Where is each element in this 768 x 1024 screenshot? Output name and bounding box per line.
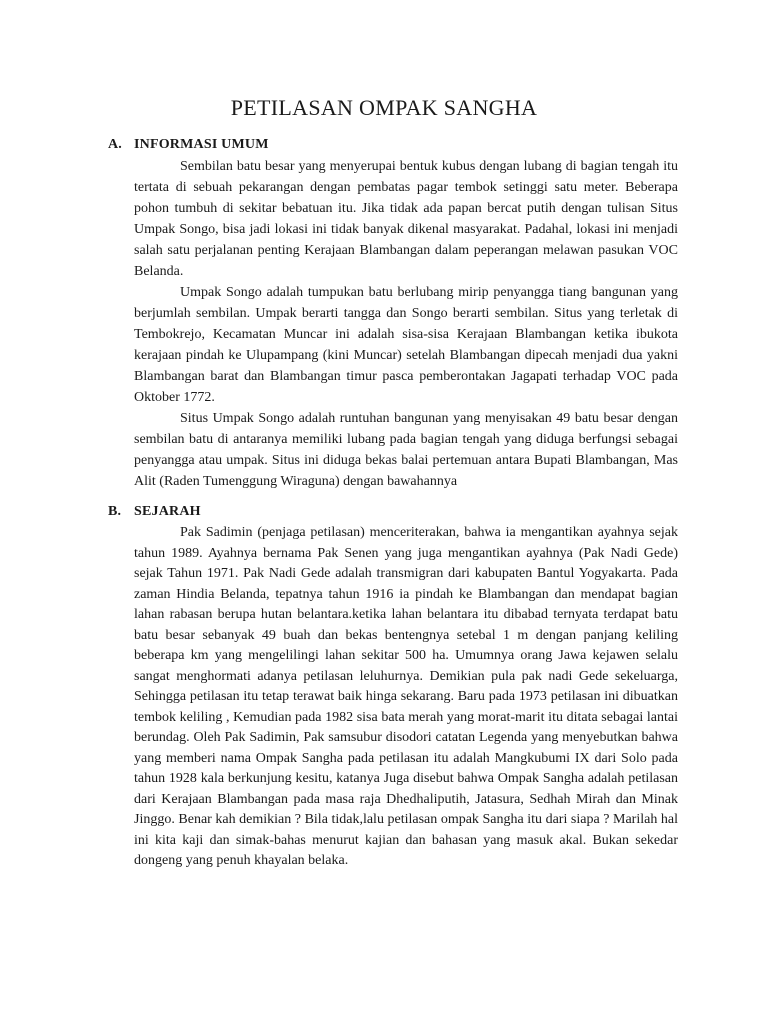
paragraph: Pak Sadimin (penjaga petilasan) menceriterakan, bahwa ia mengantikan ayahnya sejak tahun 1989. Ayahnya bernama Pak Senen yang juga mengantikan ayahnya (Pak Nadi Gede) sejak Tahun 1971. Pak Nadi Gede adalah transmigran dari kabupaten Bantul Yogyakarta. Pada zaman Hindia Belanda, tepatnya tahun 1916 ia pindah ke Blambangan dan mendapat bagian lahan rabasan berupa hutan belantara.ketika lahan belantara itu dibabad ternyata terdapat batu batu besar sebanyak 49 buah dan bekas bentengnya setebal 1 m dengan panjang keliling beberapa km yang mengelilingi lahan sekitar 500 ha. Umumnya orang Jawa kejawen selalu sangat menghormati adanya petilasan leluhurnya. Demikian pula pak nadi Gede sekeluarga, Sehingga petilasan itu tetap terawat baik hinga sekarang. Baru pada 1973 petilasan ini dibuatkan tembok keliling , Kemudian pada 1982 sisa bata merah yang morat-marit itu ditata sebagai lantai berundag. Oleh Pak Sadimin, Pak samsubur disodori catatan Legenda yang menyebutkan bahwa yang memberi nama Ompak Sangha pada petilasan itu adalah Mangkubumi IX dari Solo pada tahun 1928 kala berkunjung kesitu, katanya Juga disebut bahwa Ompak Sangha adalah petilasan dari Kerajaan Blambangan pada masa raja Dhedhaliputih, Jatasura, Sedhah Mirah dan Minak Jinggo. Benar kah demikian ? Bila tidak,lalu petilasan ompak Sangha itu dari siapa ? Marilah hal ini kita kaji dan simak-bahas menurut kajian dan bahasan yang masuk akal. Bukan sekedar dongeng yang penuh khayalan belaka.: [134, 525, 678, 868]
section-heading-label: INFORMASI UMUM: [134, 137, 269, 152]
section-body: [134, 156, 678, 492]
section-letter: B.: [108, 504, 122, 519]
paragraph: Situs Umpak Songo adalah runtuhan bangunan yang menyisakan 49 batu besar dengan sembilan batu di antaranya memiliki lubang pada bagian tengah yang diduga berfungsi sebagai penyangga atau umpak. Situs ini diduga bekas balai pertemuan antara Bupati Blambangan, Mas Alit (Raden Tumenggung Wiraguna) dengan bawahannya: [134, 411, 678, 489]
section-informasi-umum: [108, 134, 678, 492]
section-body: [134, 523, 678, 872]
section-heading-label: SEJARAH: [134, 504, 201, 519]
section-letter: A.: [108, 137, 123, 152]
section-heading: [108, 134, 678, 156]
section-sejarah: [108, 501, 678, 872]
paragraph: Umpak Songo adalah tumpukan batu berlubang mirip penyangga tiang bangunan yang berjumlah sembilan. Umpak berarti tangga dan Songo berarti sembilan. Situs yang terletak di Tembokrejo, Kecamatan Muncar ini adalah sisa-sisa Kerajaan Blambangan ketika ibukota kerajaan pindah ke Ulupampang (kini Muncar) setelah Blambangan dipecah menjadi dua yakni Blambangan barat dan Blambangan timur pasca pemberontakan Jagapati terhadap VOC pada Oktober 1772.: [134, 285, 678, 405]
section-heading: [108, 501, 678, 523]
document-title: PETILASAN OMPAK SANGHA: [230, 95, 538, 120]
paragraph: Sembilan batu besar yang menyerupai bentuk kubus dengan lubang di bagian tengah itu tertata di sebuah pekarangan dengan pembatas pagar tembok setinggi satu meter. Beberapa pohon tumbuh di sekitar bebatuan itu. Jika tidak ada papan bercat putih dengan tulisan Situs Umpak Songo, bisa jadi lokasi ini tidak banyak dikenal masyarakat. Padahal, lokasi ini menjadi salah satu perjalanan penting Kerajaan Blambangan dalam peperangan melawan pasukan VOC Belanda.: [134, 159, 678, 279]
